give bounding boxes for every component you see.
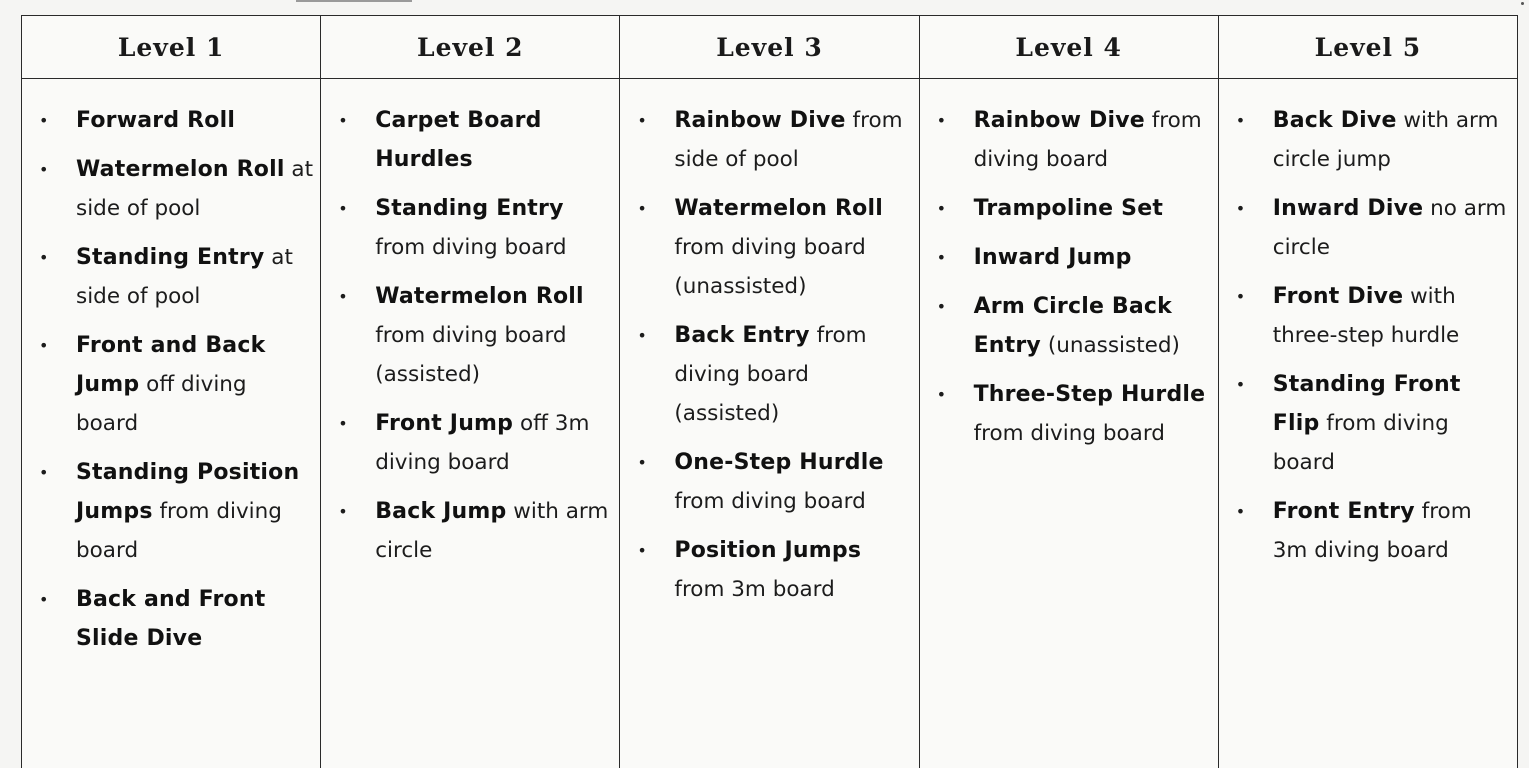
skill-detail: with arm circle — [375, 499, 609, 563]
skill-detail: at side of pool — [76, 245, 293, 309]
skill-name: Back Dive — [1272, 108, 1397, 133]
level-1-cell — [22, 79, 321, 768]
skill-item — [321, 404, 613, 482]
skill-detail: from 3m diving board — [1272, 499, 1472, 563]
skill-item — [620, 101, 912, 179]
skill-name: Arm Circle Back Entry — [973, 294, 1173, 358]
skill-name: Front Dive — [1272, 284, 1404, 309]
skill-name: Watermelon Roll — [76, 157, 285, 182]
skill-detail: from diving board (assisted) — [375, 323, 567, 387]
skill-item — [620, 316, 912, 433]
level-3-cell — [620, 79, 919, 768]
level-2-cell — [321, 79, 620, 768]
skill-name: Watermelon Roll — [375, 284, 584, 309]
level-2-skill-list — [321, 101, 613, 570]
level-4-skill-list — [920, 101, 1212, 453]
skill-item — [1219, 189, 1511, 267]
level-2-header: Level 2 — [321, 16, 620, 79]
skill-item — [920, 375, 1212, 453]
skill-item — [22, 238, 314, 316]
skill-item — [22, 326, 314, 443]
diving-levels-table — [21, 15, 1518, 768]
skill-item — [321, 189, 613, 267]
skill-item — [620, 531, 912, 609]
skill-detail: from diving board — [973, 108, 1202, 172]
skill-name: Back Entry — [674, 323, 810, 348]
skill-detail: from diving board (assisted) — [674, 323, 867, 426]
skill-name: Rainbow Dive — [674, 108, 846, 133]
top-edge-mark — [296, 0, 412, 2]
level-1-header: Level 1 — [22, 16, 321, 79]
skill-name: Rainbow Dive — [973, 108, 1145, 133]
skill-detail: from side of pool — [674, 108, 903, 172]
skill-detail: (unassisted) — [1047, 333, 1180, 358]
skill-detail: from diving board — [375, 235, 567, 260]
level-1-skill-list — [22, 101, 314, 658]
skill-detail: with three-step hurdle — [1272, 284, 1460, 348]
skill-item — [1219, 492, 1511, 570]
skill-detail: off diving board — [76, 372, 247, 436]
skill-name: Trampoline Set — [973, 196, 1164, 221]
level-4-header: Level 4 — [919, 16, 1218, 79]
skill-item — [321, 101, 613, 179]
skill-name: Standing Entry — [375, 196, 564, 221]
skill-item — [620, 189, 912, 306]
skill-name: Standing Front Flip — [1272, 372, 1461, 436]
skill-detail: from diving board — [674, 489, 866, 514]
level-5-skill-list — [1219, 101, 1511, 570]
skill-item — [920, 189, 1212, 228]
skills-row — [22, 79, 1518, 768]
skill-name: Position Jumps — [674, 538, 862, 563]
skill-item — [920, 287, 1212, 365]
skill-item — [22, 580, 314, 658]
skill-name: Three-Step Hurdle — [973, 382, 1206, 407]
skill-item — [22, 453, 314, 570]
header-row — [22, 16, 1518, 79]
level-4-cell — [919, 79, 1218, 768]
skill-name: Front Entry — [1272, 499, 1415, 524]
skill-detail: from diving board — [1272, 411, 1449, 475]
skill-name: Front Jump — [375, 411, 514, 436]
skill-detail: no arm circle — [1272, 196, 1507, 260]
level-3-header: Level 3 — [620, 16, 919, 79]
level-5-cell — [1218, 79, 1517, 768]
skill-detail: off 3m diving board — [375, 411, 590, 475]
skill-item — [1219, 365, 1511, 482]
skill-item — [22, 101, 314, 140]
skill-item — [920, 101, 1212, 179]
corner-dot — [1521, 2, 1524, 5]
skill-name: Inward Dive — [1272, 196, 1424, 221]
skill-name: Forward Roll — [76, 108, 236, 133]
level-3-skill-list — [620, 101, 912, 609]
skill-detail: from 3m board — [674, 577, 835, 602]
skill-item — [1219, 277, 1511, 355]
skill-name: Standing Entry — [76, 245, 265, 270]
skill-detail: at side of pool — [76, 157, 314, 221]
skill-detail: with arm circle jump — [1272, 108, 1499, 172]
skill-detail: from diving board (unassisted) — [674, 235, 866, 299]
skill-item — [1219, 101, 1511, 179]
skill-item — [920, 238, 1212, 277]
skill-item — [321, 492, 613, 570]
skill-name: Carpet Board Hurdles — [375, 108, 542, 172]
level-5-header: Level 5 — [1218, 16, 1517, 79]
skill-name: Watermelon Roll — [674, 196, 883, 221]
skill-detail: from diving board — [76, 499, 282, 563]
skill-detail: from diving board — [973, 421, 1165, 446]
skill-name: Back and Front Slide Dive — [76, 587, 266, 651]
skill-name: Inward Jump — [973, 245, 1132, 270]
skill-item — [321, 277, 613, 394]
skill-item — [22, 150, 314, 228]
skill-name: Standing Position Jumps — [76, 460, 300, 524]
skill-name: One-Step Hurdle — [674, 450, 884, 475]
skill-name: Front and Back Jump — [76, 333, 266, 397]
skill-name: Back Jump — [375, 499, 507, 524]
skill-item — [620, 443, 912, 521]
